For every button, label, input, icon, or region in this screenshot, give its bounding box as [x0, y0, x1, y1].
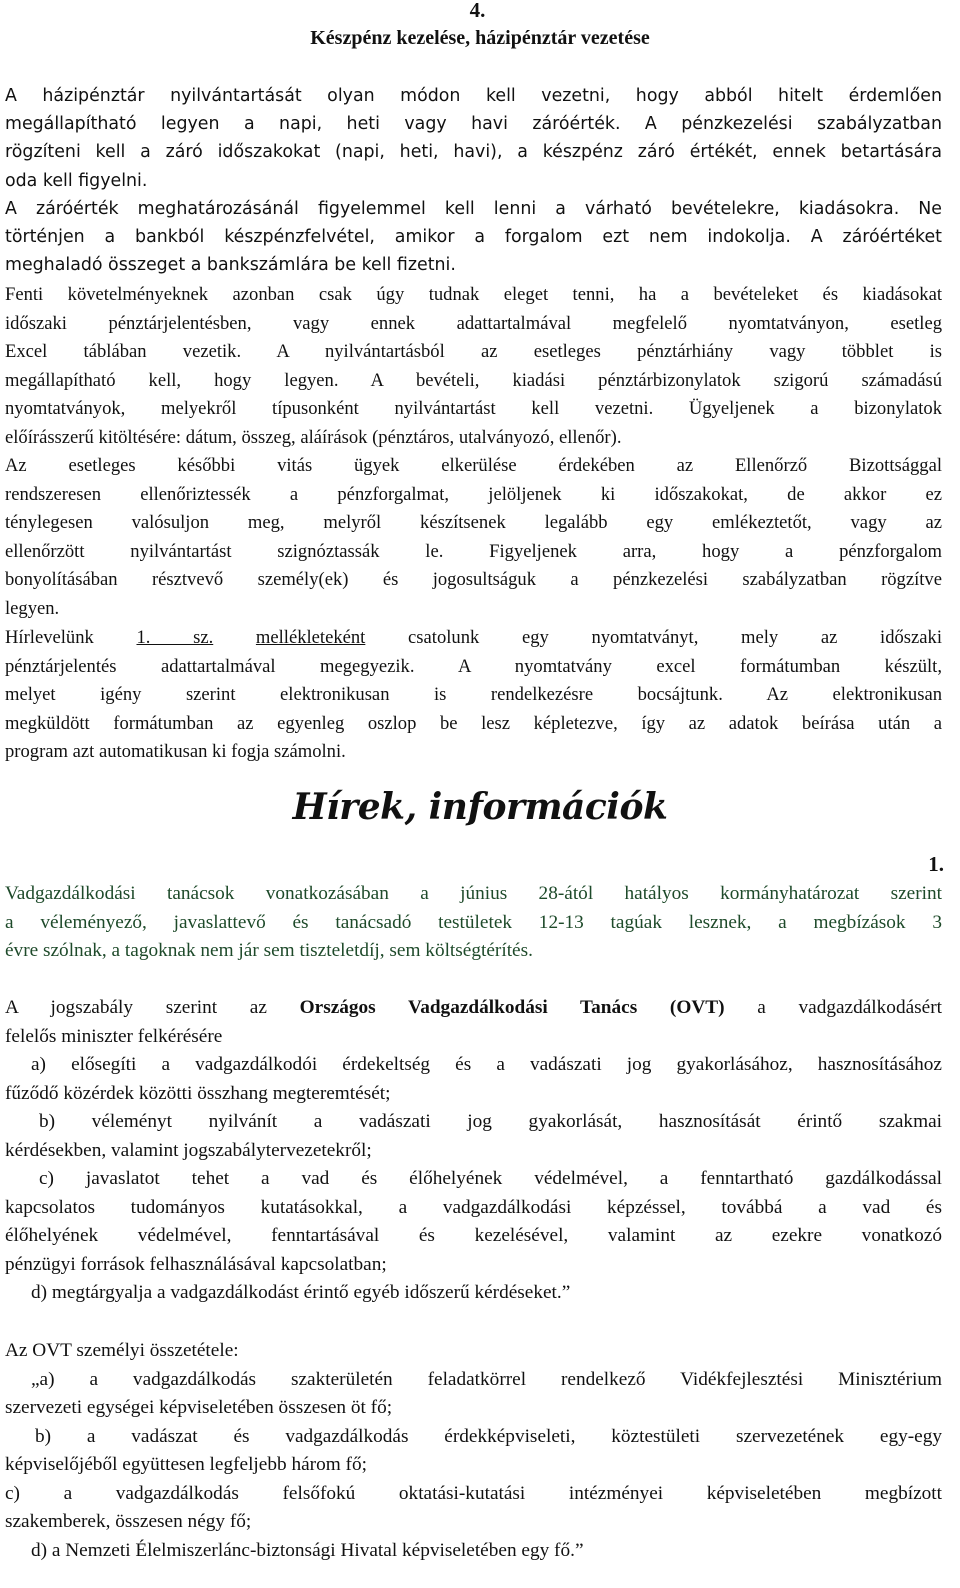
- text-line: szakemberek, összesen négy fő;: [5, 1511, 252, 1532]
- text-line: történjen a bankból készpénzfelvétel, amikor a forgalom ezt nem indokolja. A záróértéket: [5, 227, 942, 248]
- news-heading: Hírek, információk: [292, 786, 668, 828]
- text-line: b) a vadászat és vadgazdálkodás érdekképviseleti, köztestületi szervezetének egy-egy: [35, 1425, 942, 1447]
- text-line: Excel táblában vezetik. A nyilvántartásból az esetleges pénztárhiány vagy többlet is: [5, 341, 942, 363]
- text-line: kapcsolatos tudományos kutatásokkal, a vadgazdálkodási képzéssel, továbbá a vad és: [5, 1196, 942, 1218]
- section-number: 4.: [469, 0, 486, 22]
- text-line: [5, 624, 942, 653]
- text-line: megküldött formátumban az egyenleg oszlop be lesz képletezve, így az adatok beírása után a: [5, 712, 942, 734]
- text-fragment: a vadgazdálkodásért: [757, 997, 942, 1018]
- text-line: évre szólnak, a tagoknak nem jár sem tiszteletdíj, sem költségtérítés.: [5, 940, 533, 961]
- text-line: program azt automatikusan ki fogja számolni.: [5, 741, 346, 763]
- text-line: legyen.: [5, 597, 60, 619]
- text-line: pénztárjelentés adattartalmával megegyezik. A nyomtatvány excel formátumban készült,: [5, 655, 942, 677]
- text-fragment: csatolunk egy nyomtatványt, mely az időszaki: [408, 627, 942, 648]
- news-number: 1.: [928, 852, 944, 876]
- text-line: a véleményező, javaslattevő és tanácsadó testületek 12-13 tagúak lesznek, a megbízások 3: [5, 911, 942, 933]
- text-line: c) a vadgazdálkodás felsőfokú oktatási-kutatási intézményei képviseletében megbízott: [5, 1482, 942, 1504]
- attachment-number-link[interactable]: 1. sz.: [136, 627, 214, 648]
- text-line: c) javaslatot tehet a vad és élőhelyének védelmével, a fenntartható gazdálkodással: [39, 1168, 942, 1189]
- text-line: melyet igény szerint elektronikusan is rendelkezésre bocsájtunk. Az elektronikusan: [5, 684, 942, 706]
- text-line: időszaki pénztárjelentésben, vagy ennek adattartalmával megfelelő nyomtatványon, esetleg: [5, 312, 942, 334]
- text-fragment: Hírlevelünk: [5, 627, 94, 648]
- paragraph-audit-committee: [5, 452, 942, 624]
- text-line: felelős miniszter felkérésére: [5, 1025, 223, 1047]
- section-title: Készpénz kezelése, házipénztár vezetése: [310, 27, 650, 49]
- text-line: a) elősegíti a vadgazdálkodói érdekeltség és a vadászati jog gyakorlásához, hasznosításához: [31, 1054, 942, 1075]
- text-line: oda kell figyelni.: [5, 170, 148, 191]
- text-line: élőhelyének védelmével, fenntartásával és kezelésével, valamint az ezekre vonatkozó: [5, 1225, 942, 1246]
- ovt-name: Országos Vadgazdálkodási Tanács (OVT): [299, 997, 725, 1018]
- text-line: rendszeresen ellenőriztessék a pénzforgalmat, jelöljenek ki időszakokat, de akkor ez: [5, 483, 942, 505]
- paragraph-ovt-duties: [5, 994, 942, 1308]
- text-line: Az esetleges későbbi vitás ügyek elkerülése érdekében az Ellenőrző Bizottsággal: [5, 455, 942, 476]
- text-line: [5, 994, 942, 1023]
- text-line: ellenőrzött nyilvántartást szignóztassák le. Figyeljenek arra, hogy a pénzforgalom: [5, 540, 942, 562]
- paragraph-closing-value: [5, 82, 942, 195]
- text-line: szervezeti egységei képviseletében összesen öt fő;: [5, 1397, 393, 1418]
- text-line: megállapítható legyen a napi, heti vagy havi záróérték. A pénzkezelési szabályzatban: [5, 114, 942, 135]
- text-line: bonyolításában résztvevő személy(ek) és jogosultságuk a pénzkezelési szabályzatban rögzítve: [5, 569, 942, 591]
- text-line: A házipénztár nyilvántartását olyan módon kell vezetni, hogy abból hitelt érdemlően: [5, 86, 942, 106]
- paragraph-newsletter-attachment: [5, 624, 942, 767]
- text-line: kérdésekben, valamint jogszabálytervezetekről;: [5, 1139, 372, 1161]
- text-line: b) véleményt nyilvánít a vadászati jog gyakorlását, hasznosítását érintő szakmai: [39, 1111, 942, 1132]
- text-line: ténylegesen valósuljon meg, melyről készítsenek legalább egy emlékeztetőt, vagy az: [5, 512, 942, 534]
- text-line: nyomtatványok, melyekről típusonként nyilvántartást kell vezetni. Ügyeljenek a bizonylatok: [5, 398, 942, 420]
- text-line: Fenti követelményeknek azonban csak úgy tudnak eleget tenni, ha a bevételeket és kiadásokat: [5, 284, 942, 305]
- paragraph-closing-value-expectations: [5, 195, 942, 280]
- text-line: megállapítható kell, hogy legyen. A bevételi, kiadási pénztárbizonylatok szigorú számadású: [5, 369, 942, 391]
- text-line: képviselőjéből együttesen legfeljebb három fő;: [5, 1454, 367, 1475]
- news-item-1: [5, 880, 942, 966]
- text-line: meghaladó összeget a bankszámlára be kell fizetni.: [5, 255, 456, 276]
- text-line: Az OVT személyi összetétele:: [5, 1340, 239, 1361]
- text-line: „a) a vadgazdálkodás szakterületén feladatkörrel rendelkező Vidékfejlesztési Minisztérium: [31, 1368, 942, 1390]
- paragraph-requirements: [5, 281, 942, 453]
- paragraph-ovt-composition: [5, 1337, 942, 1565]
- text-fragment: A jogszabály szerint az: [5, 997, 267, 1018]
- text-line: pénzügyi források felhasználásával kapcsolatban;: [5, 1253, 387, 1275]
- text-line: d) a Nemzeti Élelmiszerlánc-biztonsági Hivatal képviseletében egy fő.”: [31, 1539, 584, 1561]
- text-line: d) megtárgyalja a vadgazdálkodást érintő egyéb időszerű kérdéseket.”: [31, 1282, 571, 1303]
- text-line: A záróérték meghatározásánál figyelemmel kell lenni a várható bevételekre, kiadásokra. Ne: [5, 199, 942, 219]
- text-line: előírásszerű kitöltésére: dátum, összeg, aláírások (pénztáros, utalványozó, ellenőr).: [5, 426, 622, 448]
- text-line: Vadgazdálkodási tanácsok vonatkozásában a június 28-ától hatályos kormányhatározat szerint: [5, 883, 942, 904]
- text-line: rögzíteni kell a záró időszakokat (napi, heti, havi), a készpénz záró értékét, ennek betartására: [5, 142, 942, 163]
- text-line: fűződő közérdek közötti összhang megteremtését;: [5, 1082, 391, 1104]
- attachment-link[interactable]: mellékleteként: [255, 627, 366, 648]
